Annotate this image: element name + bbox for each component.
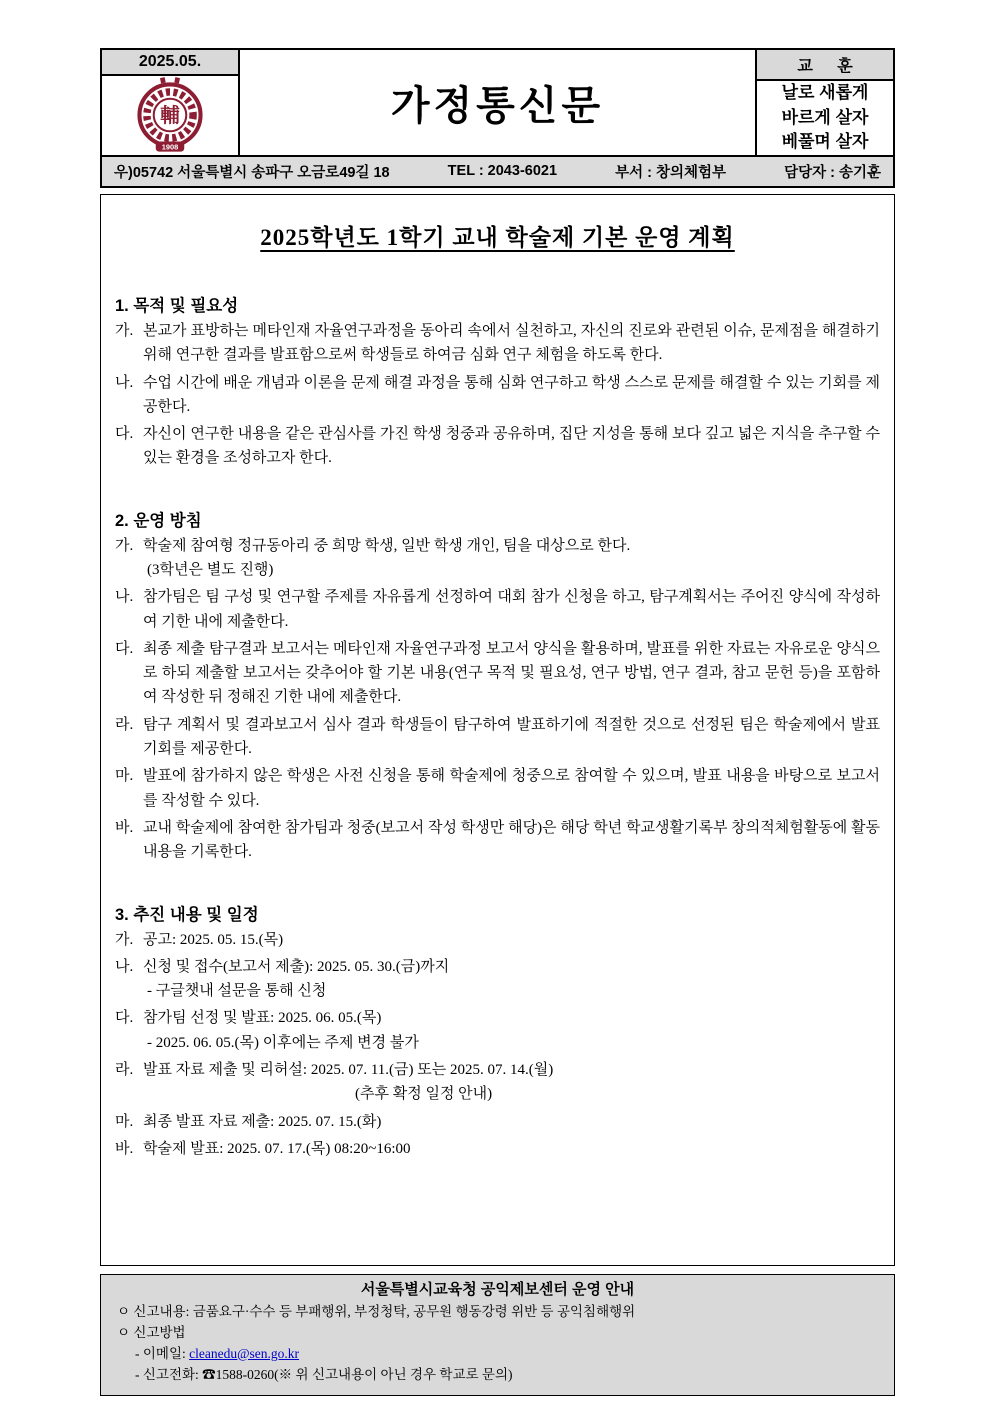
address-department: 부서 : 창의체험부 — [615, 164, 727, 181]
list-item — [115, 319, 880, 368]
issue-date: 2025.05. — [102, 50, 238, 76]
item-text: 학술제 발표: 2025. 07. 17.(목) 08:20~16:00 — [143, 1140, 411, 1157]
item-text: 자신이 연구한 내용을 같은 관심사를 가진 학생 청중과 공유하며, 집단 지성을 통해 보다 깊고 넓은 지식을 추구할 수 있는 환경을 조성하고자 한다. — [143, 426, 880, 467]
item-label: 가. — [115, 537, 134, 554]
footer-report-method-line: ㅇ 신고방법 — [117, 1324, 186, 1340]
list-item — [115, 816, 880, 865]
emblem-year: 1908 — [161, 143, 179, 153]
main-document-box — [100, 194, 895, 1266]
item-text — [143, 1006, 880, 1055]
list-item — [115, 371, 880, 420]
item-text-main: 참가팀 선정 및 발표: 2025. 06. 05.(목) — [143, 1010, 382, 1027]
section-purpose — [115, 292, 880, 471]
logo-cell — [102, 76, 238, 155]
motto-line: 날로 새롭게 — [781, 83, 869, 102]
list-item — [115, 713, 880, 762]
item-sub-text: (3학년은 별도 진행) — [147, 562, 274, 578]
motto-body — [757, 81, 893, 155]
list-item — [115, 585, 880, 634]
list-item — [115, 422, 880, 471]
item-text — [143, 1058, 880, 1107]
footer-email-line — [113, 1344, 882, 1365]
header-center-cell — [240, 48, 755, 157]
item-label: 가. — [115, 322, 134, 339]
footer-phone-line: - 신고전화: ☎1588-0260(※ 위 신고내용이 아닌 경우 학교로 문의) — [135, 1366, 513, 1382]
item-label: 라. — [115, 1062, 134, 1079]
header-left-column — [100, 48, 240, 157]
item-text-main: 발표 자료 제출 및 리허설: 2025. 07. 11.(금) 또는 2025. 07. 14.(월) — [143, 1062, 554, 1079]
list-item — [115, 764, 880, 813]
footer-report-content-line: ㅇ 신고내용: 금품요구·수수 등 부패행위, 부정청탁, 공무원 행동강령 위반 등 공익침해행위 — [117, 1303, 636, 1319]
newsletter-sheet — [100, 48, 895, 1396]
item-label: 가. — [115, 931, 134, 948]
emblem-character: 輔 — [160, 105, 180, 128]
item-label: 다. — [115, 426, 134, 443]
list-item — [115, 928, 880, 952]
item-sub-text: - 2025. 06. 05.(목) 이후에는 주제 변경 불가 — [147, 1034, 419, 1051]
item-sub-text: - 구글챗내 설문을 통해 신청 — [147, 983, 327, 1000]
list-item — [115, 955, 880, 1004]
item-text: 발표에 참가하지 않은 학생은 사전 신청을 통해 학술제에 청중으로 참여할 수 있으며, 발표 내용을 바탕으로 보고서를 작성할 수 있다. — [143, 768, 880, 809]
item-text: 공고: 2025. 05. 15.(목) — [143, 931, 284, 948]
address-bar — [100, 155, 895, 188]
section-heading: 2. 운영 방침 — [115, 511, 202, 530]
list-item — [115, 1137, 880, 1161]
motto-box — [755, 48, 895, 157]
section-heading: 1. 목적 및 필요성 — [115, 296, 239, 315]
address-manager: 담당자 : 송기훈 — [784, 164, 881, 181]
list-item — [115, 1058, 880, 1107]
list-item — [115, 1006, 880, 1055]
list-item — [115, 534, 880, 583]
item-label: 나. — [115, 958, 134, 975]
item-text: 최종 발표 자료 제출: 2025. 07. 15.(화) — [143, 1113, 382, 1130]
item-label: 나. — [115, 589, 134, 606]
footer-notice-box — [100, 1274, 895, 1396]
list-item — [115, 1110, 880, 1134]
section-policy — [115, 507, 880, 865]
item-label: 마. — [115, 1113, 134, 1130]
item-label: 다. — [115, 1010, 134, 1027]
item-text-main: 신청 및 접수(보고서 제출): 2025. 05. 30.(금)까지 — [143, 958, 450, 975]
list-item — [115, 637, 880, 710]
item-label: 바. — [115, 1140, 134, 1157]
newsletter-title: 가정통신문 — [390, 83, 605, 128]
item-text: 최종 제출 탐구결과 보고서는 메타인재 자율연구과정 보고서 양식을 활용하며, 발표를 위한 자료는 자유로운 양식으로 하되 제출할 보고서는 갖추어야 할 기본 내용(연구 목적 및 필요성, 연구 방법, 연구 결과, 참고 문헌 등)을 포함하여 작성한 뒤 정해진 기한 내에 제출한다. — [143, 640, 880, 706]
item-text-main: 학술제 참여형 정규동아리 중 희망 학생, 일반 학생 개인, 팀을 대상으로 한다. — [143, 537, 631, 554]
item-sub-text: (추후 확정 일정 안내) — [355, 1086, 493, 1103]
motto-line: 바르게 살자 — [781, 107, 869, 127]
item-label: 바. — [115, 819, 134, 836]
footer-title: 서울특별시교육청 공익제보센터 운영 안내 — [360, 1280, 635, 1298]
item-label: 마. — [115, 768, 134, 785]
item-label: 나. — [115, 374, 134, 391]
motto-line: 베풀며 살자 — [781, 132, 869, 152]
item-text: 수업 시간에 배운 개념과 이론을 문제 해결 과정을 통해 심화 연구하고 학생 스스로 문제를 해결할 수 있는 기회를 제공한다. — [143, 374, 880, 415]
item-label: 다. — [115, 640, 134, 657]
item-text: 탐구 계획서 및 결과보고서 심사 결과 학생들이 탐구하여 발표하기에 적절한 것으로 선정된 팀은 학술제에서 발표 기회를 제공한다. — [143, 716, 880, 758]
section-schedule — [115, 901, 880, 1162]
footer-email-prefix: - 이메일: — [135, 1345, 190, 1361]
item-text: 교내 학술제에 참여한 참가팀과 청중(보고서 작성 학생만 해당)은 해당 학년 학교생활기록부 창의적체험활동에 활동 내용을 기록한다. — [143, 819, 880, 861]
item-text: 본교가 표방하는 메타인재 자율연구과정을 동아리 속에서 실천하고, 자신의 진로와 관련된 이슈, 문제점을 해결하기 위해 연구한 결과를 발표함으로써 학생들로 하여금 심화 연구 체험을 하도록 한다. — [143, 322, 880, 364]
address-zip-street: 우)05742 서울특별시 송파구 오금로49길 18 — [114, 164, 390, 181]
item-text: 참가팀은 팀 구성 및 연구할 주제를 자유롭게 선정하여 대회 참가 신청을 하고, 탐구계획서는 주어진 양식에 작성하여 기한 내에 제출한다. — [143, 589, 880, 630]
item-text — [143, 534, 880, 583]
section-heading: 3. 추진 내용 및 일정 — [115, 905, 259, 924]
document-title: 2025학년도 1학기 교내 학술제 기본 운영 계획 — [260, 224, 735, 250]
address-tel: TEL : 2043-6021 — [447, 163, 558, 180]
motto-header: 교 훈 — [757, 50, 893, 81]
item-label: 라. — [115, 716, 134, 733]
school-emblem-icon — [136, 77, 204, 153]
newsletter-header — [100, 48, 895, 157]
item-text — [143, 955, 880, 1004]
email-link[interactable]: cleanedu@sen.go.kr — [189, 1345, 300, 1361]
